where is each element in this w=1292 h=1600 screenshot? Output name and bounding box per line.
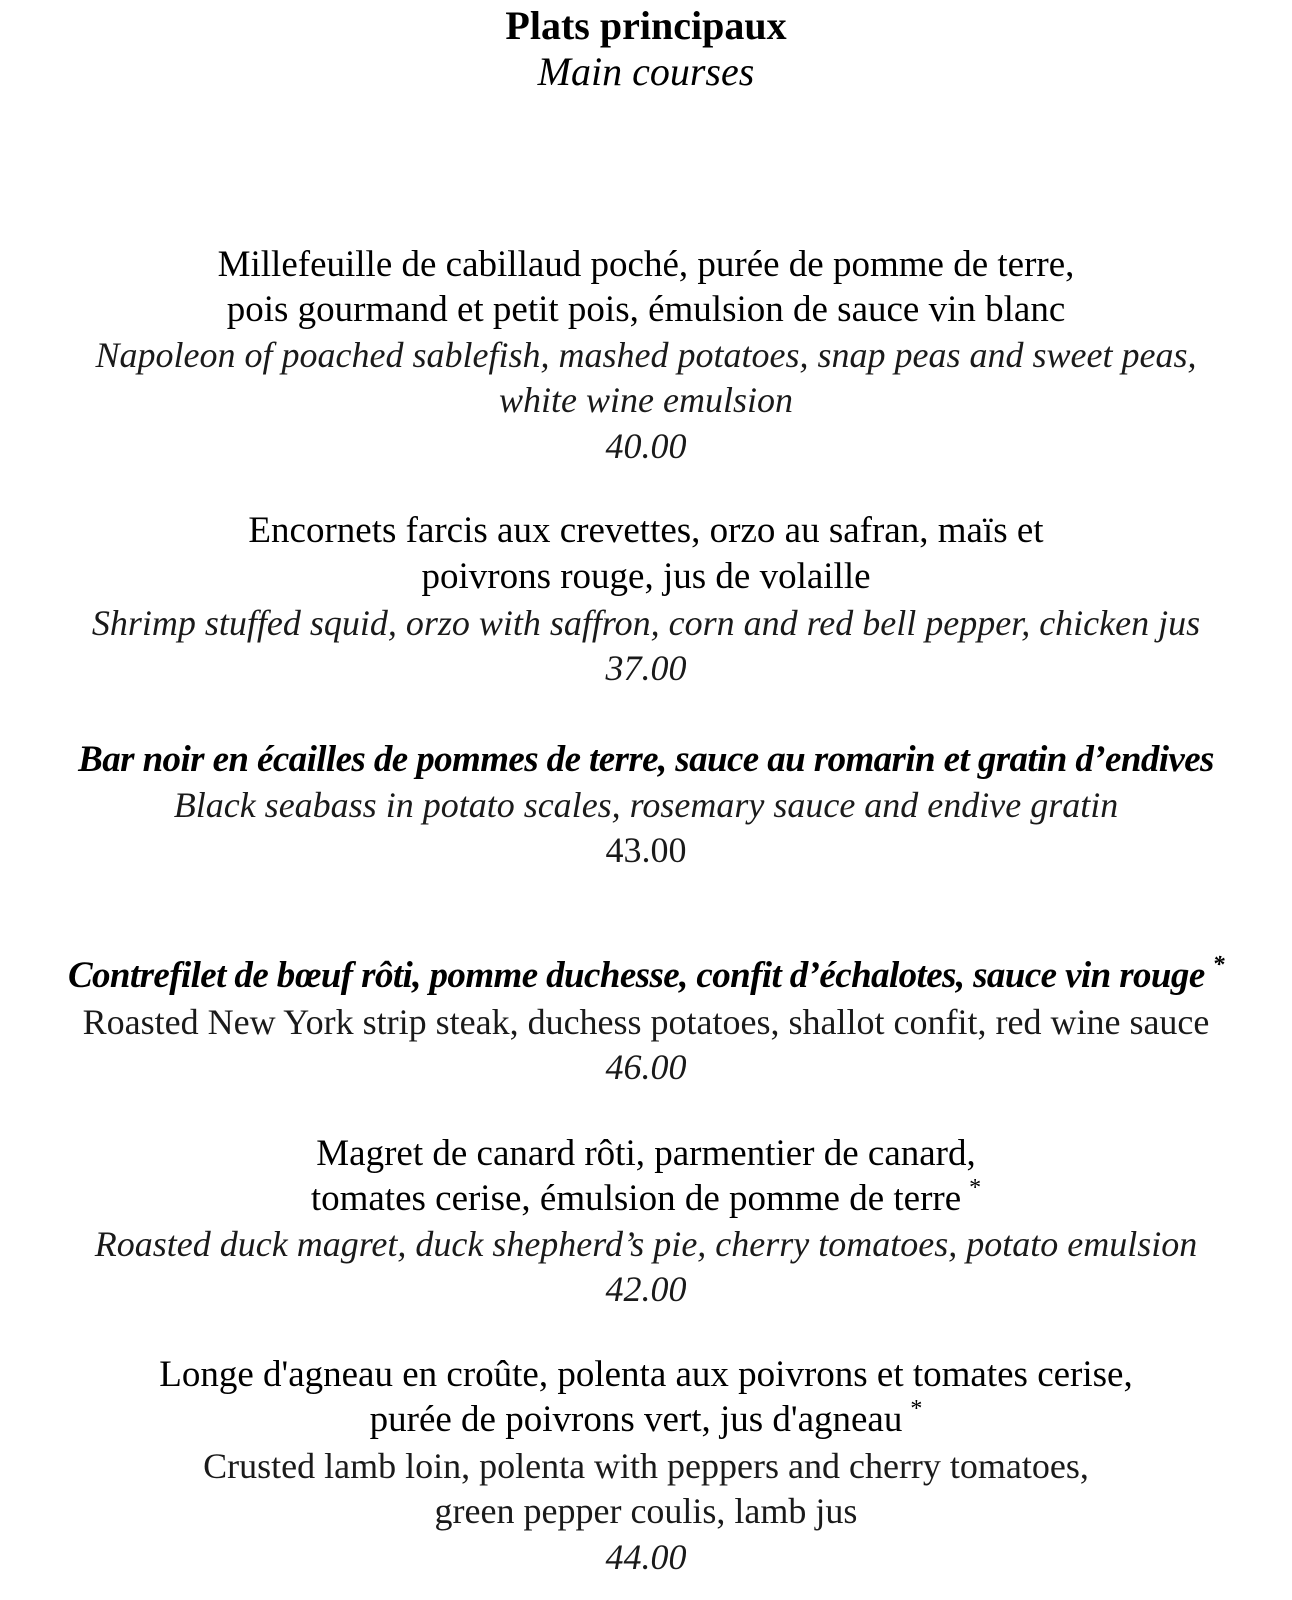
dish-5-price: 42.00 bbox=[605, 1269, 687, 1309]
dish-1-name-en-line-2: white wine emulsion bbox=[499, 380, 793, 420]
dish-3-name-en: Black seabass in potato scales, rosemary sauce and endive gratin bbox=[173, 785, 1119, 825]
dish-3-price: 43.00 bbox=[605, 830, 687, 870]
dish-2-name-fr-line-2: poivrons rouge, jus de volaille bbox=[421, 556, 871, 597]
dish-5-name-fr-line-2-text: tomates cerise, émulsion de pomme de terre bbox=[310, 1178, 962, 1219]
dish-2-name-fr-line-1: Encornets farcis aux crevettes, orzo au safran, maïs et bbox=[248, 510, 1044, 551]
dish-5-name-fr-line-2 bbox=[0, 1175, 1292, 1219]
dish-2-name-en-line-1: Shrimp stuffed squid, orzo with saffron, corn and red bell pepper, chicken jus bbox=[91, 603, 1201, 643]
dish-6-name-fr-line-2-text: purée de poivrons vert, jus d'agneau bbox=[369, 1399, 903, 1440]
dish-4-name-fr bbox=[0, 952, 1292, 996]
dish-6-name-en-line-1: Crusted lamb loin, polenta with peppers and cherry tomatoes, bbox=[203, 1446, 1089, 1486]
dish-3-name-fr: Bar noir en écailles de pommes de terre, sauce au romarin et gratin d’endives bbox=[78, 739, 1214, 780]
dish-4-asterisk: * bbox=[1212, 952, 1225, 978]
dish-1-name-en-line-1: Napoleon of poached sablefish, mashed potatoes, snap peas and sweet peas, bbox=[95, 335, 1197, 375]
dish-5-name-fr-line-1: Magret de canard rôti, parmentier de canard, bbox=[316, 1133, 976, 1174]
dish-5-name-en: Roasted duck magret, duck shepherd’s pie, cherry tomatoes, potato emulsion bbox=[94, 1224, 1198, 1264]
page-title-en: Main courses bbox=[537, 49, 755, 94]
page-title-fr: Plats principaux bbox=[505, 3, 787, 48]
dish-1-price: 40.00 bbox=[605, 426, 687, 466]
dish-5-asterisk: * bbox=[969, 1175, 982, 1201]
dish-1-name-fr-line-1: Millefeuille de cabillaud poché, purée de pomme de terre, bbox=[217, 244, 1075, 285]
dish-6-asterisk: * bbox=[910, 1396, 923, 1422]
dish-1-name-fr-line-2: pois gourmand et petit pois, émulsion de sauce vin blanc bbox=[226, 289, 1066, 330]
dish-4-name-fr-text: Contrefilet de bœuf rôti, pomme duchesse, confit d’échalotes, sauce vin rouge bbox=[67, 955, 1205, 996]
dish-6-price: 44.00 bbox=[605, 1537, 687, 1577]
dish-2-price: 37.00 bbox=[605, 648, 687, 688]
dish-6-name-fr-line-2 bbox=[0, 1396, 1292, 1440]
dish-4-price: 46.00 bbox=[605, 1047, 687, 1087]
dish-6-name-en-line-2: green pepper coulis, lamb jus bbox=[434, 1491, 858, 1531]
dish-6-name-fr-line-1: Longe d'agneau en croûte, polenta aux poivrons et tomates cerise, bbox=[159, 1354, 1133, 1395]
dish-4-name-en: Roasted New York strip steak, duchess potatoes, shallot confit, red wine sauce bbox=[82, 1002, 1210, 1042]
